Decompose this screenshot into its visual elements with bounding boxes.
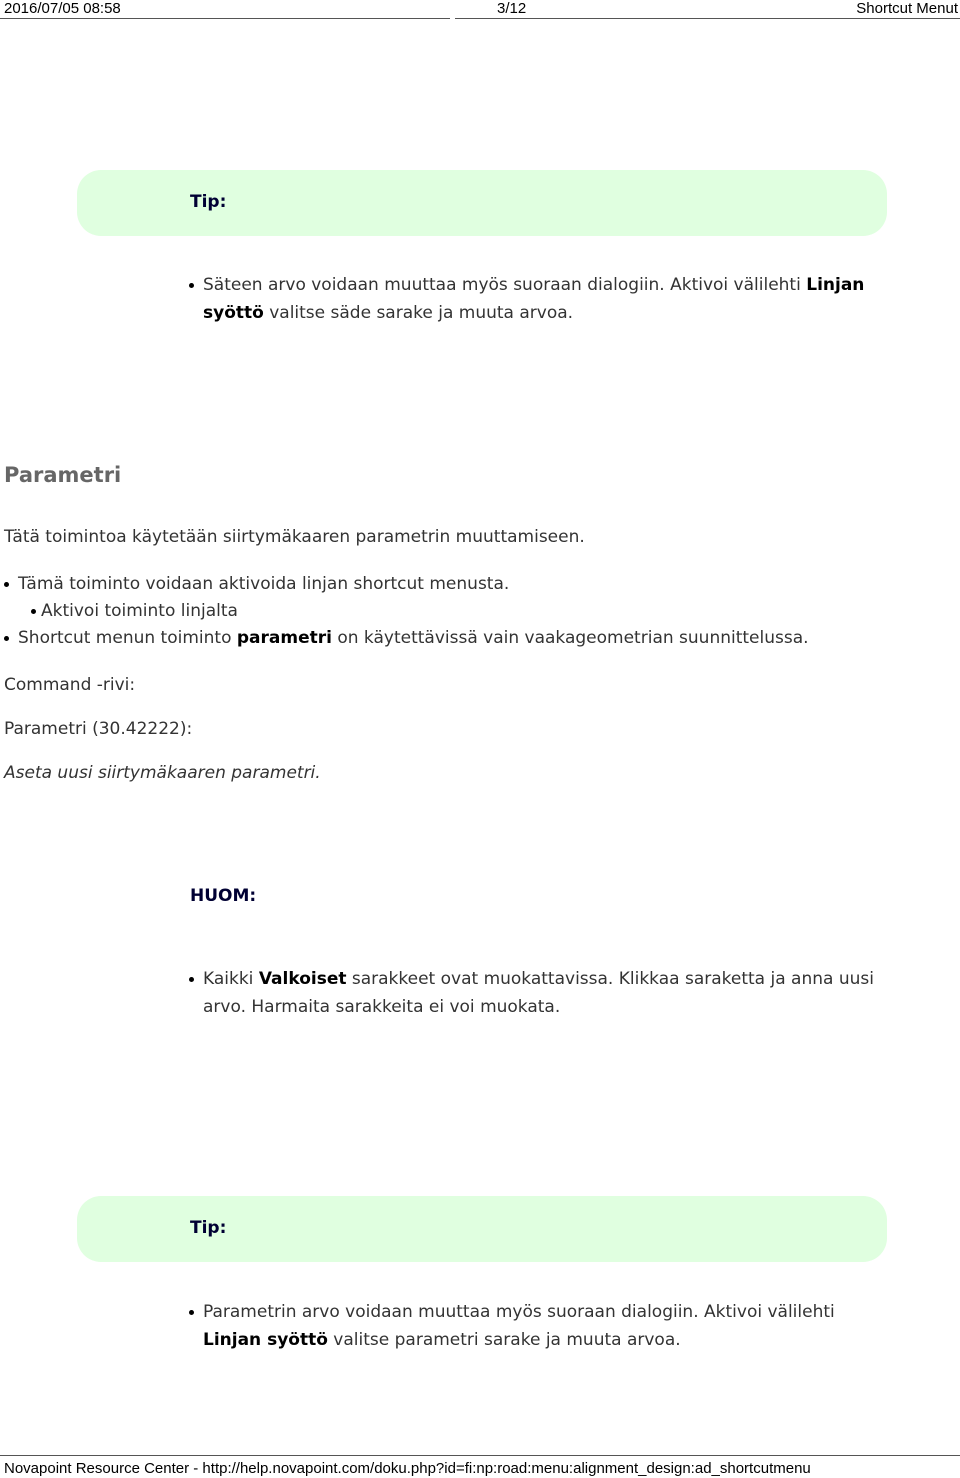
list-item: Tämä toiminto voidaan aktivoida linjan shortcut menusta.	[4, 571, 904, 598]
section-heading: Parametri	[4, 463, 122, 487]
note-text: sarakkeet ovat muokattavissa. Klikkaa saraketta ja anna uusi arvo. Harmaita sarakkeita ei voi muokata.	[203, 969, 874, 1017]
list-item	[187, 965, 887, 1021]
tip-bold-text: Linjan syöttö	[203, 1330, 328, 1350]
header-page-number: 3/12	[497, 0, 527, 17]
note-text: Kaikki	[203, 969, 259, 989]
command-label: Command -rivi:	[4, 675, 136, 695]
tip-text: Parametrin arvo voidaan muuttaa myös suoraan dialogiin. Aktivoi välilehti	[203, 1302, 835, 1322]
tip-label: Tip:	[190, 192, 227, 212]
command-prompt: Aseta uusi siirtymäkaaren parametri.	[4, 763, 321, 783]
command-value: Parametri (30.42222):	[4, 719, 193, 739]
header-date: 2016/07/05 08:58	[4, 0, 121, 17]
feature-list	[4, 571, 904, 652]
list-item	[187, 1298, 887, 1354]
header-rule-left	[0, 18, 450, 19]
list-item	[187, 271, 887, 327]
list-bold-text: parametri	[236, 628, 332, 648]
page-header	[0, 0, 960, 20]
intro-paragraph: Tätä toimintoa käytetään siirtymäkaaren parametrin muuttamiseen.	[4, 527, 585, 547]
tip-list	[187, 271, 887, 327]
footer-rule	[0, 1455, 960, 1456]
list-subitem: Aktivoi toiminto linjalta	[4, 598, 904, 625]
list-text: Shortcut menun toiminto	[18, 628, 237, 648]
tip-text: valitse parametri sarake ja muuta arvoa.	[327, 1330, 681, 1350]
note-label: HUOM:	[190, 886, 257, 906]
note-bold-text: Valkoiset	[258, 969, 347, 989]
tip-label: Tip:	[190, 1218, 227, 1238]
tip-list	[187, 1298, 887, 1354]
list-item	[4, 625, 904, 652]
tip-bold-text: Linjan syöttö	[203, 275, 865, 323]
header-title: Shortcut Menut	[856, 0, 958, 17]
tip-text: Säteen arvo voidaan muuttaa myös suoraan dialogiin. Aktivoi välilehti	[203, 275, 807, 295]
tip-text: valitse säde sarake ja muuta arvoa.	[263, 303, 574, 323]
list-text: on käytettävissä vain vaakageometrian suunnittelussa.	[331, 628, 809, 648]
note-list	[187, 965, 887, 1021]
header-rule-right	[455, 18, 960, 19]
page-footer: Novapoint Resource Center - http://help.novapoint.com/doku.php?id=fi:np:road:menu:alignment_design:ad_shortcutmenu	[4, 1460, 811, 1477]
